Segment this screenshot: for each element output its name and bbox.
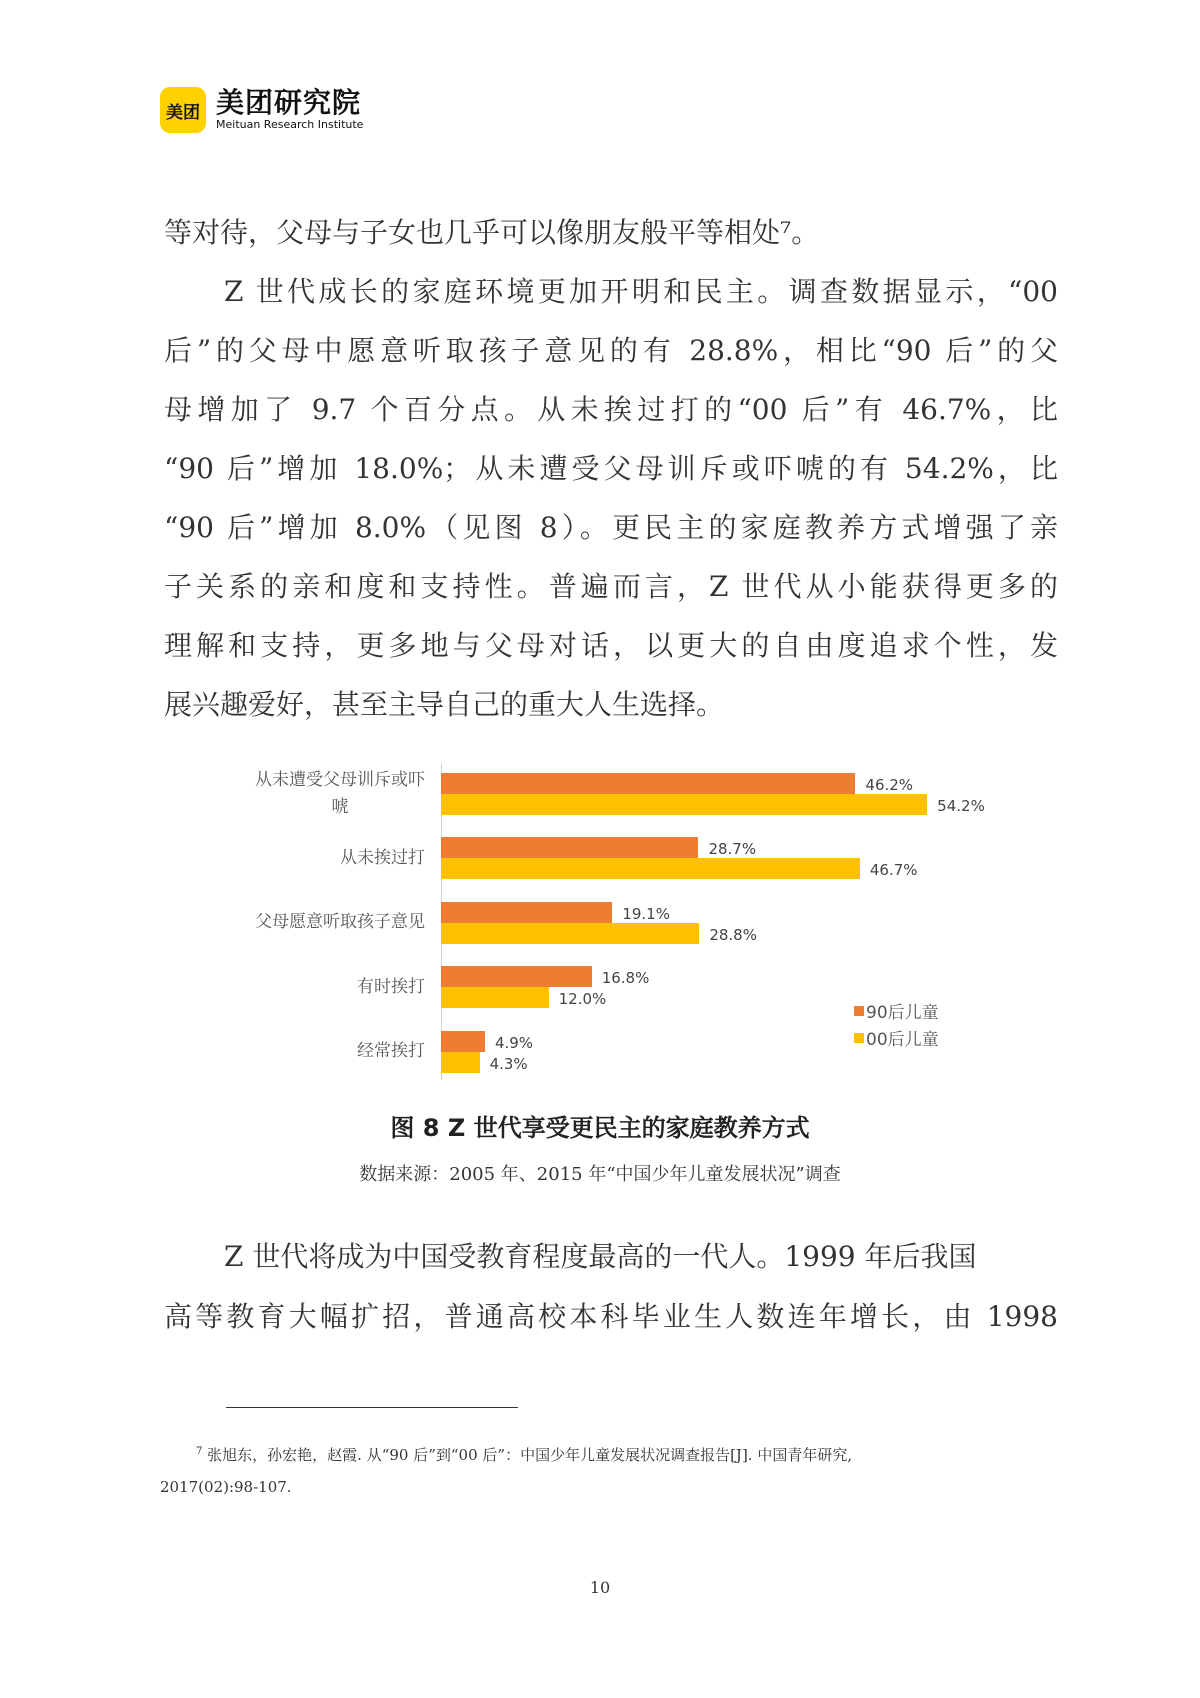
category-label-line: 父母愿意听取孩子意见 [255, 912, 425, 933]
bar-90s [441, 837, 698, 858]
logo-chinese-name: 美团研究院 [216, 86, 362, 119]
data-label: 4.3% [489, 1054, 528, 1073]
bar-00s [441, 923, 699, 944]
category-label [255, 767, 425, 821]
footnote-text: 张旭东，孙宏艳，赵霞. 从“90 后”到“00 后”：中国少年儿童发展状况调查报告[J]. 中国青年研究, [207, 1446, 853, 1464]
data-label: 4.9% [494, 1033, 534, 1052]
data-label: 54.2% [937, 797, 985, 815]
footnote-line-1 [196, 1444, 852, 1465]
body-line: “90 后”增加 8.0%（见图 8）。更民主的家庭教养方式增强了亲 [164, 511, 1058, 544]
legend-item-90s [854, 998, 939, 1023]
category-label-line: 有时挨打 [357, 976, 425, 997]
category-label-line: 从未遭受父母训斥或吓 [255, 770, 425, 790]
body-line: Z 世代成长的家庭环境更加开明和民主。调查数据显示，“00 [224, 275, 1058, 308]
figure-caption: 图 8 Z 世代享受更民主的家庭教养方式 [390, 1114, 810, 1142]
body-line: 后”的父母中愿意听取孩子意见的有 28.8%，相比“90 后”的父 [164, 334, 1058, 367]
body-line: “90 后”增加 18.0%；从未遭受父母训斥或吓唬的有 54.2%，比 [164, 452, 1058, 485]
data-label: 28.8% [709, 925, 757, 944]
body-line: 高等教育大幅扩招，普通高校本科毕业生人数连年增长，由 1998 [164, 1300, 1058, 1333]
legend-label: 90后儿童 [866, 1003, 939, 1023]
data-label: 46.7% [869, 861, 918, 880]
bar-90s [441, 902, 612, 923]
bar-90s [441, 773, 855, 794]
logo-mark: 美团 [160, 87, 206, 133]
body-line: 展兴趣爱好，甚至主导自己的重大人生选择。 [164, 688, 725, 721]
data-label: 19.1% [622, 904, 670, 923]
figure-source: 数据来源：2005 年、2015 年“中国少年儿童发展状况”调查 [359, 1164, 841, 1185]
category-label [357, 974, 425, 1001]
bar-00s [441, 1052, 480, 1073]
bar-00s [441, 987, 549, 1008]
page-number: 10 [589, 1578, 611, 1597]
data-label: 28.7% [708, 840, 757, 859]
footnote-divider [226, 1407, 518, 1408]
legend-swatch [854, 1006, 864, 1016]
chart-axis [441, 764, 442, 1080]
legend-item-00s [854, 1025, 939, 1050]
bar-00s [441, 794, 927, 815]
body-line: 等对待，父母与子女也几乎可以像朋友般平等相处⁷。 [164, 216, 820, 249]
footnote-marker: 7 [196, 1446, 203, 1457]
body-line: 母增加了 9.7 个百分点。从未挨过打的“00 后”有 46.7%，比 [164, 393, 1058, 426]
legend-label: 00后儿童 [866, 1030, 939, 1050]
body-line: 子关系的亲和度和支持性。普遍而言，Z 世代从小能获得更多的 [164, 570, 1058, 603]
data-label: 12.0% [558, 990, 607, 1009]
footnote-line-2: 2017(02):98-107. [160, 1478, 292, 1496]
data-label: 46.2% [865, 776, 914, 794]
category-label [255, 909, 425, 936]
category-label-line: 从未挨过打 [340, 847, 425, 868]
bar-90s [441, 1031, 485, 1052]
body-line: 理解和支持，更多地与父母对话，以更大的自由度追求个性，发 [164, 629, 1058, 662]
category-label [340, 845, 425, 872]
body-line: Z 世代将成为中国受教育程度最高的一代人。1999 年后我国 [224, 1240, 977, 1273]
legend-swatch [854, 1033, 864, 1043]
category-label-line: 唬 [331, 797, 349, 817]
meituan-research-logo [160, 87, 363, 133]
category-label [357, 1038, 425, 1065]
bar-90s [441, 966, 592, 987]
logo-english-name: Meituan Research Institute [216, 118, 364, 131]
bar-00s [441, 858, 860, 879]
data-label: 16.8% [601, 969, 650, 988]
category-label-line: 经常挨打 [357, 1041, 425, 1062]
